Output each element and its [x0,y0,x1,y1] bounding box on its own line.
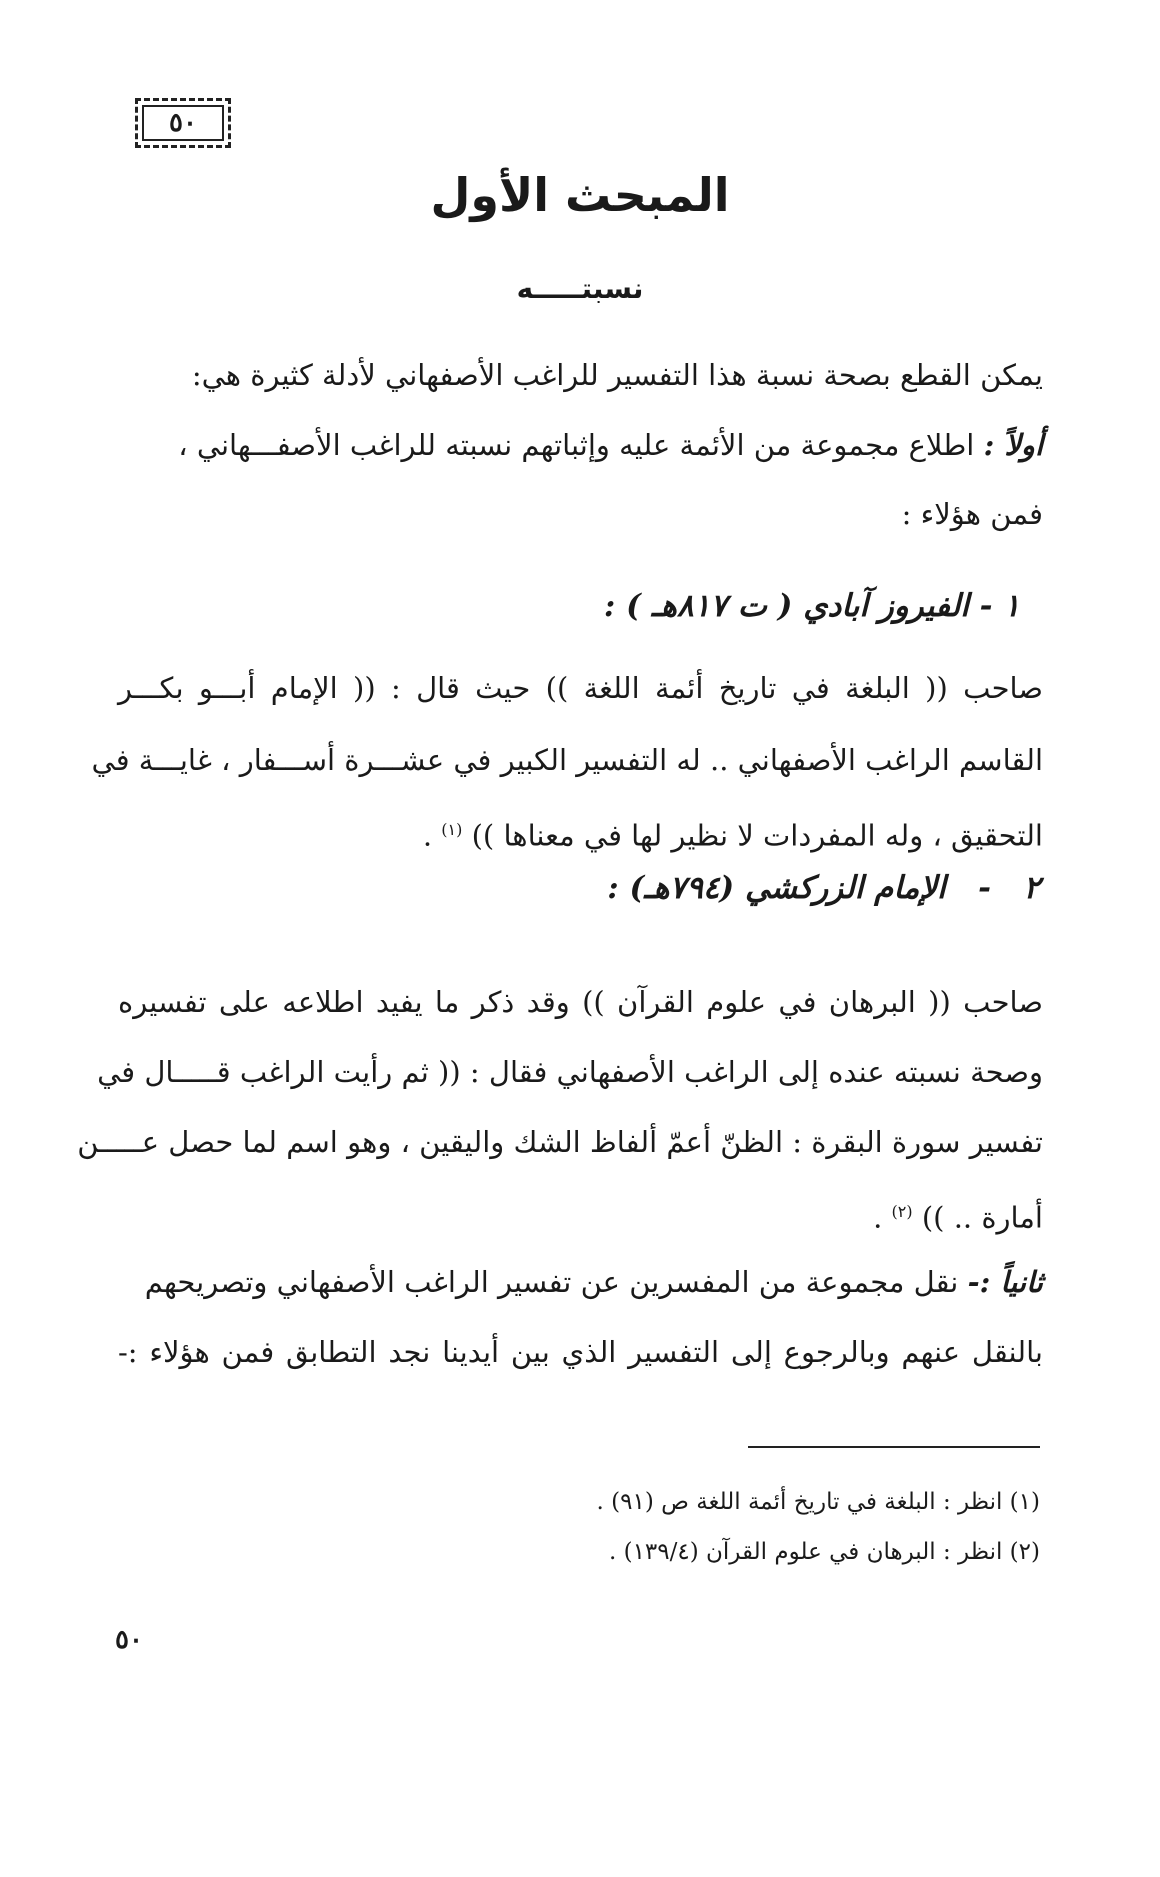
item2-line-4 [118,1192,1043,1238]
section-subtitle: نسبتـــــه [516,272,644,305]
item2-line-2: وصحة نسبته عنده إلى الراغب الأصفهاني فقال : (( ثم رأيت الراغب قـــــال في [97,1055,1043,1089]
item1-heading: ١ - الفيروز آبادي ( ت ٨١٧هـ ) : [603,588,1020,624]
footnote-divider [748,1446,1040,1448]
second-point-text: نقل مجموعة من المفسرين عن تفسير الراغب الأصفهاني وتصريحهم [144,1265,959,1299]
first-point-line [118,425,1043,465]
second-point-lead: ثانياً :- [967,1265,1043,1299]
first-point-text: اطلاع مجموعة من الأئمة عليه وإثباتهم نسبته للراغب الأصفـــهاني ، [178,428,975,462]
page-title: المبحث الأول [430,168,730,222]
item2-line-1: صاحب (( البرهان في علوم القرآن )) وقد ذكر ما يفيد اطلاعه على تفسيره [118,985,1043,1019]
item1-line-2: القاسم الراغب الأصفهاني .. له التفسير الكبير في عشـــرة أســـفار ، غايـــة في [91,743,1043,777]
item2-line-3: تفسير سورة البقرة : الظنّ أعمّ ألفاظ الشك واليقين ، وهو اسم لما حصل عـــــن [77,1125,1043,1159]
first-point-lead: أولاً : [983,428,1043,462]
footnote-ref-1: (١) [441,820,463,839]
item2-quote-end: أمارة .. )) [921,1200,1043,1235]
item2-dash: - [978,870,991,906]
item1-quote-end: التحقيق ، وله المفردات لا نظير لها في معناها )) [471,818,1043,853]
item2-heading-row [500,870,1040,906]
item1-line-3 [118,810,1043,856]
second-point-line [118,1262,1043,1302]
intro-paragraph: يمكن القطع بصحة نسبة هذا التفسير للراغب الأصفهاني لأدلة كثيرة هي: [191,358,1043,392]
second-point-line-2: بالنقل عنهم وبالرجوع إلى التفسير الذي بين أيدينا نجد التطابق فمن هؤلاء :- [118,1335,1043,1369]
item2-heading: الإمام الزركشي (٧٩٤هـ) : [607,870,946,906]
item2-number: ٢ [1023,870,1040,906]
footnote-2: (٢) انظر : البرهان في علوم القرآن (١٣٩/٤) . [608,1539,1040,1565]
item2-period: . [873,1200,883,1235]
bottom-page-number: ٥٠ [115,1625,143,1655]
item1-line-1: صاحب (( البلغة في تاريخ أئمة اللغة )) حيث قال : (( الإمام أبـــو بكـــر [118,671,1043,705]
first-point-line-2: فمن هؤلاء : [901,497,1043,531]
footnote-1: (١) انظر : البلغة في تاريخ أئمة اللغة ص (٩١) . [596,1489,1040,1515]
footnote-ref-2: (٢) [891,1202,913,1221]
page-number-box: ٥٠ [135,98,231,148]
item1-period: . [422,818,433,853]
